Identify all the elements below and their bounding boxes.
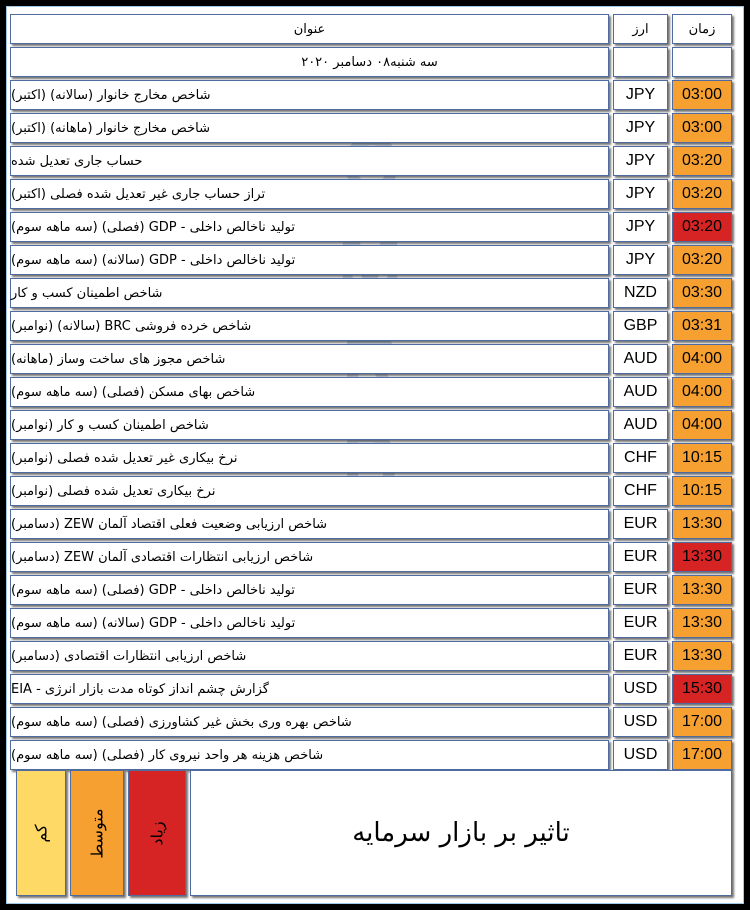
table-row (10, 344, 732, 374)
table-row (10, 575, 732, 605)
table-row (10, 377, 732, 407)
event-currency: EUR (613, 575, 668, 605)
event-time: 15:30 (672, 674, 732, 704)
header-currency: ارز (613, 14, 668, 44)
table-row (10, 179, 732, 209)
table-row (10, 311, 732, 341)
event-title: تولید ناخالص داخلی - GDP (سالانه) (سه ماهه سوم) (10, 608, 609, 638)
date-row (10, 47, 732, 77)
table-row (10, 80, 732, 110)
table-row (10, 707, 732, 737)
event-title: شاخص ارزیابی انتظارات اقتصادی (دسامبر) (10, 641, 609, 671)
event-time: 03:20 (672, 179, 732, 209)
event-currency: JPY (613, 245, 668, 275)
event-currency: CHF (613, 476, 668, 506)
event-time: 10:15 (672, 443, 732, 473)
event-currency: EUR (613, 608, 668, 638)
table-row (10, 278, 732, 308)
event-title: تولید ناخالص داخلی - GDP (فصلی) (سه ماهه سوم) (10, 575, 609, 605)
event-title: حساب جاری تعدیل شده (10, 146, 609, 176)
event-currency: NZD (613, 278, 668, 308)
legend-title-text: تاثیر بر بازار سرمایه (352, 818, 570, 848)
event-time: 04:00 (672, 377, 732, 407)
table-row (10, 113, 732, 143)
event-title: شاخص اطمینان کسب و کار (10, 278, 609, 308)
event-currency: EUR (613, 509, 668, 539)
table-row (10, 542, 732, 572)
legend-medium-label: متوسط (87, 807, 107, 859)
event-title: شاخص خرده فروشی BRC (سالانه) (نوامبر) (10, 311, 609, 341)
table-row (10, 740, 732, 770)
table-row (10, 509, 732, 539)
event-title: شاخص بهای مسکن (فصلی) (سه ماهه سوم) (10, 377, 609, 407)
event-time: 13:30 (672, 641, 732, 671)
table-row (10, 674, 732, 704)
event-currency: JPY (613, 146, 668, 176)
table-row (10, 212, 732, 242)
event-time: 03:20 (672, 245, 732, 275)
event-currency: EUR (613, 542, 668, 572)
legend-low-label: کم (31, 823, 51, 843)
event-title: شاخص مخارج خانوار (سالانه) (اکتبر) (10, 80, 609, 110)
event-time: 13:30 (672, 575, 732, 605)
event-title: تراز حساب جاری غیر تعدیل شده فصلی (اکتبر) (10, 179, 609, 209)
event-currency: USD (613, 740, 668, 770)
event-currency: AUD (613, 377, 668, 407)
event-title: شاخص ارزیابی انتظارات اقتصادی آلمان ZEW (دسامبر) (10, 542, 609, 572)
event-title: شاخص مخارج خانوار (ماهانه) (اکتبر) (10, 113, 609, 143)
event-time: 17:00 (672, 740, 732, 770)
event-time: 13:30 (672, 542, 732, 572)
event-title: نرخ بیکاری غیر تعدیل شده فصلی (نوامبر) (10, 443, 609, 473)
event-title: نرخ بیکاری تعدیل شده فصلی (نوامبر) (10, 476, 609, 506)
event-time: 10:15 (672, 476, 732, 506)
table-header (10, 14, 732, 44)
table-row (10, 608, 732, 638)
event-time: 03:20 (672, 212, 732, 242)
legend-high-label: زیاد (147, 820, 167, 846)
legend-high (128, 770, 186, 896)
legend-medium (70, 770, 124, 896)
event-time: 13:30 (672, 608, 732, 638)
event-time: 04:00 (672, 344, 732, 374)
event-time: 03:20 (672, 146, 732, 176)
event-time: 03:00 (672, 113, 732, 143)
table-row (10, 641, 732, 671)
event-time: 03:31 (672, 311, 732, 341)
event-currency: JPY (613, 212, 668, 242)
event-time: 17:00 (672, 707, 732, 737)
legend-title (190, 770, 732, 896)
date-label: سه شنبه۰۸ دسامبر ۲۰۲۰ (10, 47, 609, 77)
event-title: شاخص ارزیابی وضعیت فعلی اقتصاد آلمان ZEW (دسامبر) (10, 509, 609, 539)
event-time: 03:00 (672, 80, 732, 110)
event-title: تولید ناخالص داخلی - GDP (فصلی) (سه ماهه سوم) (10, 212, 609, 242)
header-title: عنوان (10, 14, 609, 44)
event-currency: EUR (613, 641, 668, 671)
event-time: 13:30 (672, 509, 732, 539)
event-currency: AUD (613, 410, 668, 440)
event-title: شاخص مجوز های ساخت وساز (ماهانه) (10, 344, 609, 374)
event-title: شاخص هزینه هر واحد نیروی کار (فصلی) (سه ماهه سوم) (10, 740, 609, 770)
legend-low (16, 770, 66, 896)
event-time: 04:00 (672, 410, 732, 440)
table-row (10, 476, 732, 506)
event-title: شاخص بهره وری بخش غیر کشاورزی (فصلی) (سه ماهه سوم) (10, 707, 609, 737)
table-row (10, 245, 732, 275)
table-row (10, 443, 732, 473)
date-currency-empty (613, 47, 668, 77)
event-title: شاخص اطمینان کسب و کار (نوامبر) (10, 410, 609, 440)
date-time-empty (672, 47, 732, 77)
table-row (10, 410, 732, 440)
event-currency: USD (613, 707, 668, 737)
event-currency: AUD (613, 344, 668, 374)
event-currency: JPY (613, 113, 668, 143)
event-title: گزارش چشم انداز کوتاه مدت بازار انرژی - EIA (10, 674, 609, 704)
table-row (10, 146, 732, 176)
event-currency: JPY (613, 179, 668, 209)
event-title: تولید ناخالص داخلی - GDP (سالانه) (سه ماهه سوم) (10, 245, 609, 275)
header-time: زمان (672, 14, 732, 44)
event-currency: USD (613, 674, 668, 704)
event-currency: GBP (613, 311, 668, 341)
event-time: 03:30 (672, 278, 732, 308)
event-currency: CHF (613, 443, 668, 473)
event-currency: JPY (613, 80, 668, 110)
